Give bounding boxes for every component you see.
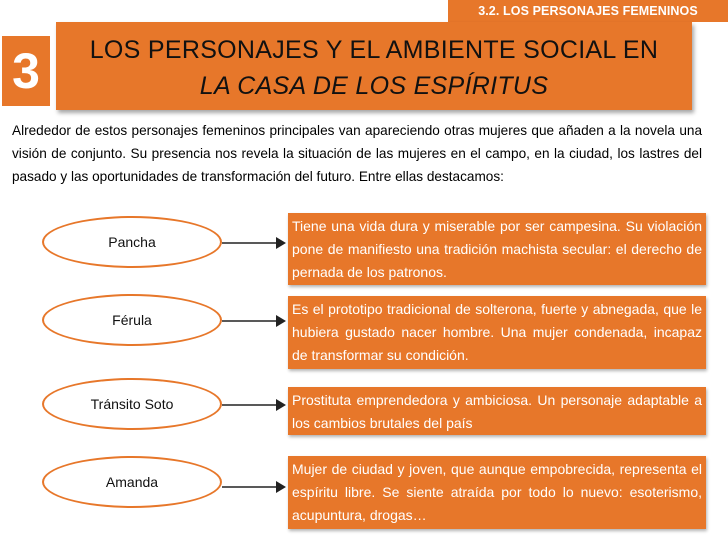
section-label: 3.2. LOS PERSONAJES FEMENINOS xyxy=(448,0,728,22)
arrow-right-icon xyxy=(222,480,286,494)
page-title-line2: LA CASA DE LOS ESPÍRITUS xyxy=(199,72,549,100)
character-description-ferula: Es el prototipo tradicional de solterona, fuerte y abnegada, que le hubiera gustado nacer hombre. Una mujer condenada, incapaz de transformar su condición. xyxy=(288,296,706,369)
character-oval-ferula: Férula xyxy=(42,294,222,346)
arrow-right-icon xyxy=(222,236,286,250)
character-oval-pancha: Pancha xyxy=(42,216,222,268)
character-oval-amanda: Amanda xyxy=(42,456,222,508)
section-number: 3 xyxy=(2,36,50,106)
arrow-right-icon xyxy=(222,314,286,328)
page-title-line1: LOS PERSONAJES Y EL AMBIENTE SOCIAL EN xyxy=(89,36,659,64)
character-description-pancha: Tiene una vida dura y miserable por ser campesina. Su violación pone de manifiesto una tradición machista secular: el derecho de pernada de los patronos. xyxy=(288,213,706,285)
character-description-amanda: Mujer de ciudad y joven, que aunque empobrecida, representa el espíritu libre. Se siente atraída por todo lo nuevo: esoterismo, acupuntura, drogas… xyxy=(288,456,706,529)
character-description-transito-soto: Prostituta emprendedora y ambiciosa. Un personaje adaptable a los cambios brutales del país xyxy=(288,387,706,435)
character-oval-transito-soto: Tránsito Soto xyxy=(42,378,222,430)
title-box xyxy=(56,22,692,110)
intro-paragraph: Alrededor de estos personajes femeninos principales van apareciendo otras mujeres que añaden a la novela una visión de conjunto. Su presencia nos revela la situación de las mujeres en el campo, en la ciudad, los lastres del pasado y las oportunidades de transformación del futuro. Entre ellas destacamos: xyxy=(12,123,702,184)
arrow-right-icon xyxy=(222,398,286,412)
